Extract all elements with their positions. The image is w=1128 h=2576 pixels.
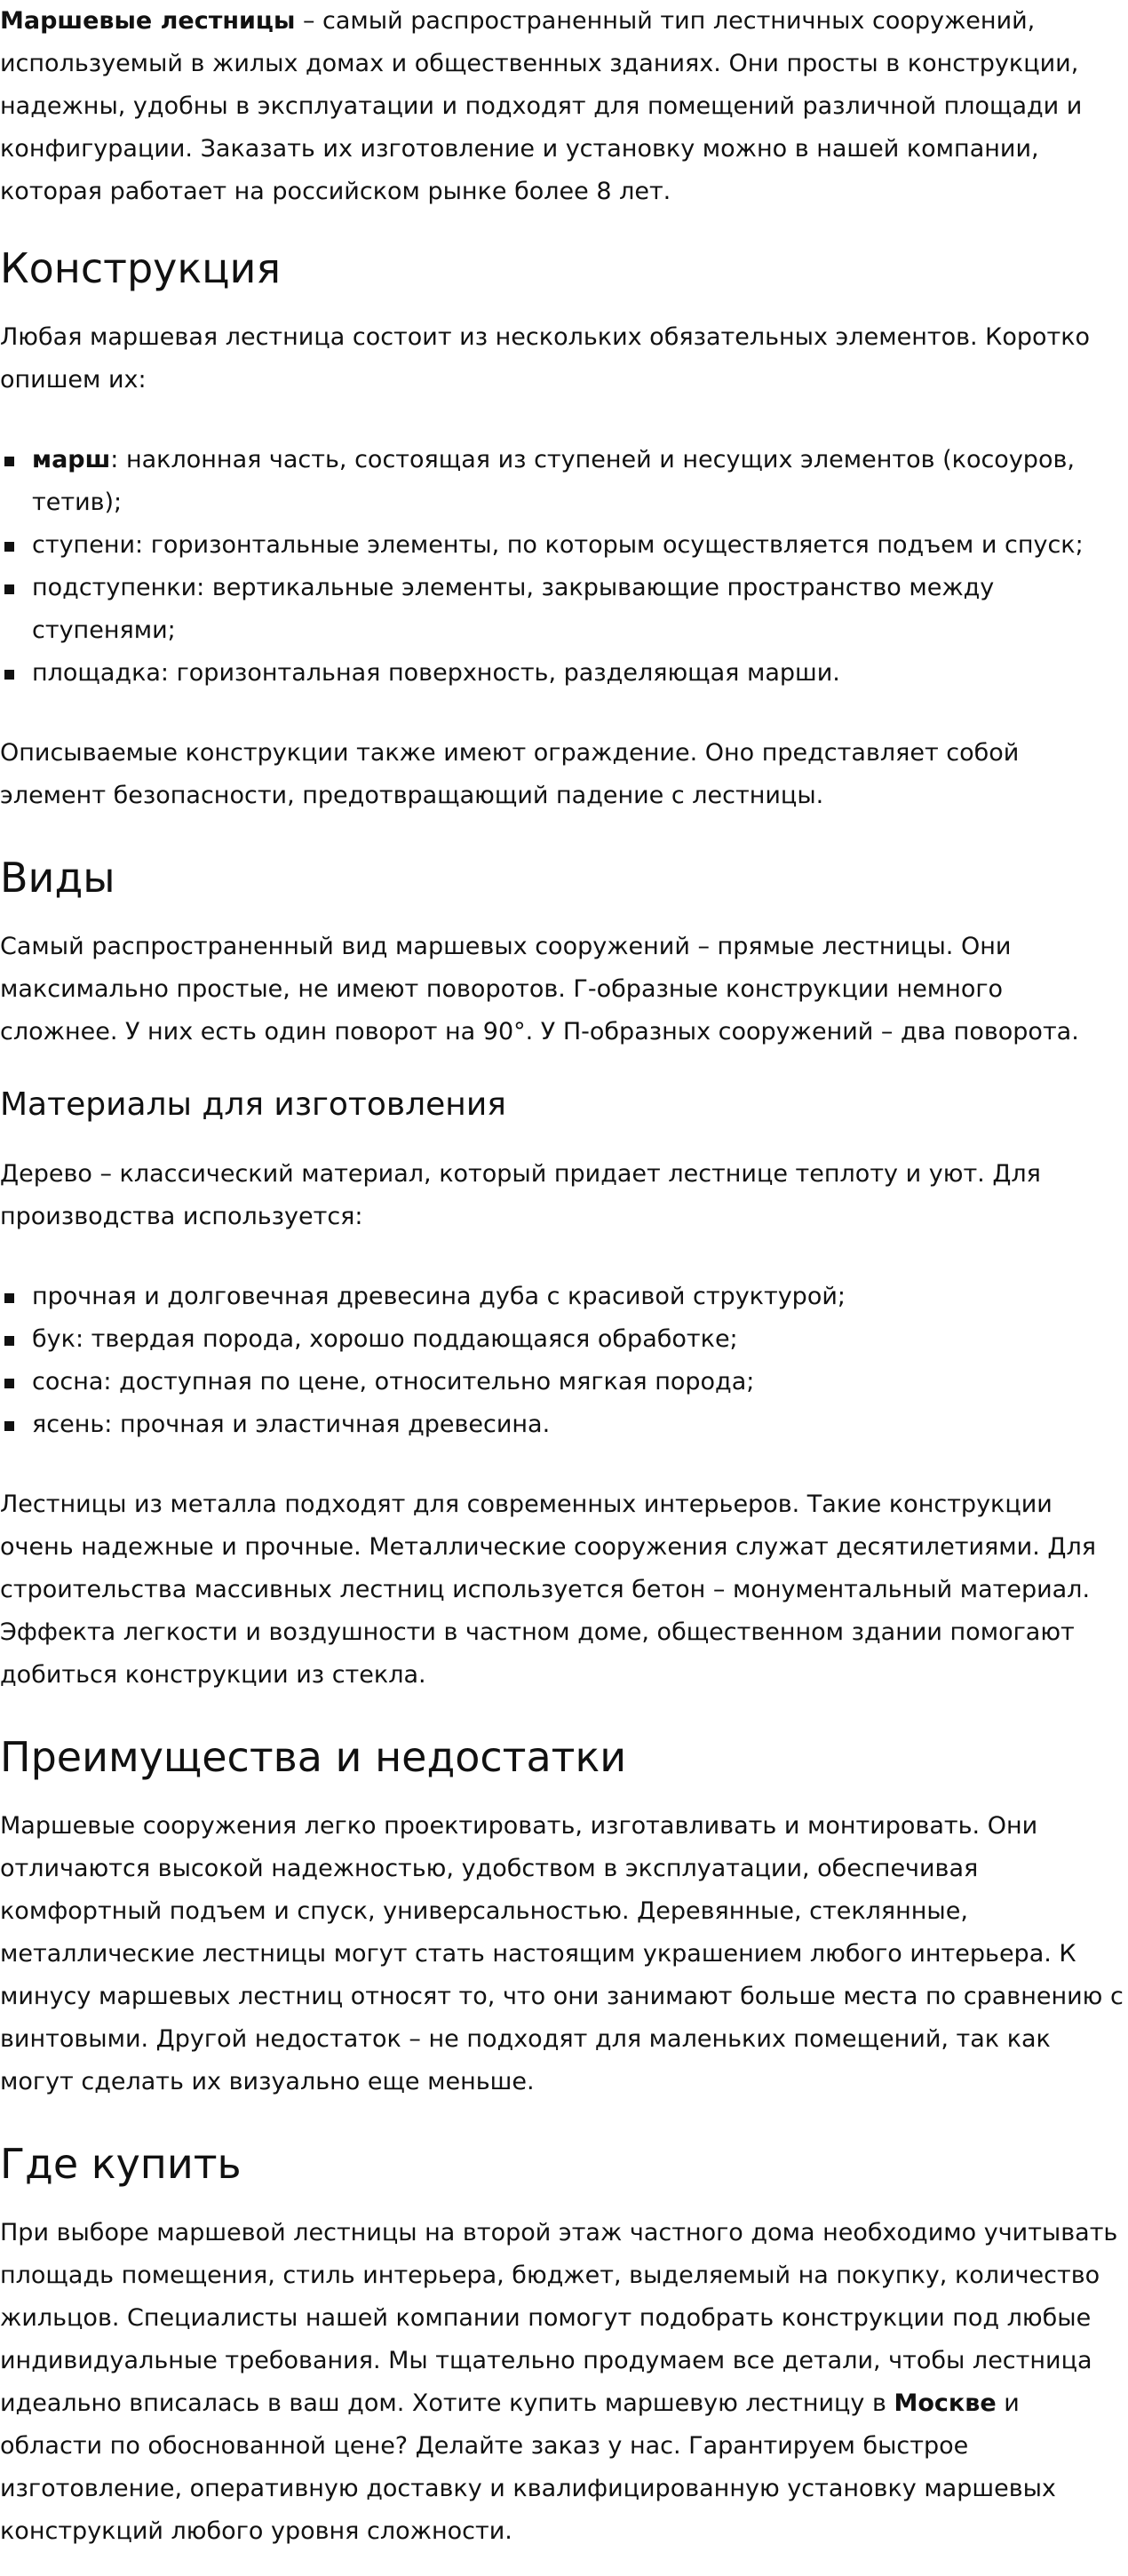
- list-item-text: : наклонная часть, состоящая из ступеней и несущих элементов (косоуров, тетив);: [32, 446, 1075, 516]
- heading-advantages: Преимущества и недостатки: [0, 1733, 627, 1781]
- list-item: ясень: прочная и эластичная древесина.: [0, 1403, 1128, 1446]
- list-item: подступенки: вертикальные элементы, закрывающие пространство между ступенями;: [0, 567, 1128, 652]
- list-item: ступени: горизонтальные элементы, по которым осуществляется подъем и спуск;: [0, 524, 1128, 567]
- materials-metal-paragraph: Лестницы из металла подходят для современных интерьеров. Такие конструкции очень надежные и прочные. Металлические сооружения служат десятилетиями. Для строительства массивных лестниц используется бетон – монументальный материал. Эффекта легкости и воздушности в частном доме, общественном здании помогают добиться конструкции из стекла.: [0, 1491, 1096, 1689]
- heading-construction: Конструкция: [0, 244, 282, 292]
- intro-text: – самый распространенный тип лестничных сооружений, используемый в жилых домах и общественных зданиях. Они просты в конструкции, надежны, удобны в эксплуатации и подходят для помещений различной площади и конфигурации. Заказать их изготовление и установку можно в нашей компании, которая работает на российском рынке более 8 лет.: [0, 7, 1083, 205]
- materials-wood-paragraph: Дерево – классический материал, который придает лестнице теплоту и уют. Для производства используется:: [0, 1160, 1041, 1230]
- construction-lead: Любая маршевая лестница состоит из нескольких обязательных элементов. Коротко опишем их:: [0, 323, 1091, 394]
- list-item: [0, 439, 1128, 524]
- advantages-paragraph: Маршевые сооружения легко проектировать, изготавливать и монтировать. Они отличаются высокой надежностью, удобством в эксплуатации, обеспечивая комфортный подъем и спуск, универсальностью. Деревянные, стеклянные, металлические лестницы могут стать настоящим украшением любого интерьера. К минусу маршевых лестниц относят то, что они занимают больше места по сравнению с винтовыми. Другой недостаток – не подходят для маленьких помещений, так как могут сделать их визуально еще меньше.: [0, 1812, 1124, 2095]
- buy-text-before: При выборе маршевой лестницы на второй этаж частного дома необходимо учитывать площадь помещения, стиль интерьера, бюджет, выделяемый на покупку, количество жильцов. Специалисты нашей компании помогут подобрать конструкции под любые индивидуальные требования. Мы тщательно продумаем все детали, чтобы лестница идеально вписалась в ваш дом. Хотите купить маршевую лестницу в: [0, 2219, 1118, 2417]
- buy-city: Москве: [894, 2389, 997, 2417]
- list-item-term: марш: [32, 446, 111, 473]
- list-item: сосна: доступная по цене, относительно мягкая порода;: [0, 1361, 1128, 1403]
- list-item: бук: твердая порода, хорошо поддающаяся обработке;: [0, 1318, 1128, 1361]
- heading-buy: Где купить: [0, 2140, 242, 2188]
- types-paragraph: Самый распространенный вид маршевых сооружений – прямые лестницы. Они максимально простые, не имеют поворотов. Г-образные конструкции немного сложнее. У них есть один поворот на 90°. У П-образных сооружений – два поворота.: [0, 933, 1079, 1046]
- intro-paragraph: [0, 0, 1128, 213]
- heading-types: Виды: [0, 854, 115, 902]
- buy-paragraph: [0, 2212, 1128, 2553]
- wood-list: [0, 1276, 1128, 1446]
- intro-bold-term: Маршевые лестницы: [0, 7, 296, 35]
- buy-text-after: и области по обоснованной цене? Делайте заказ у нас. Гарантируем быстрое изготовление, оперативную доставку и квалифицированную установку маршевых конструкций любого уровня сложности.: [0, 2389, 1056, 2545]
- construction-list: [0, 439, 1128, 695]
- heading-materials: Материалы для изготовления: [0, 1086, 506, 1123]
- construction-fence-paragraph: Описываемые конструкции также имеют ограждение. Оно представляет собой элемент безопасности, предотвращающий падение с лестницы.: [0, 739, 1020, 809]
- list-item: прочная и долговечная древесина дуба с красивой структурой;: [0, 1276, 1128, 1318]
- list-item: площадка: горизонтальная поверхность, разделяющая марши.: [0, 652, 1128, 695]
